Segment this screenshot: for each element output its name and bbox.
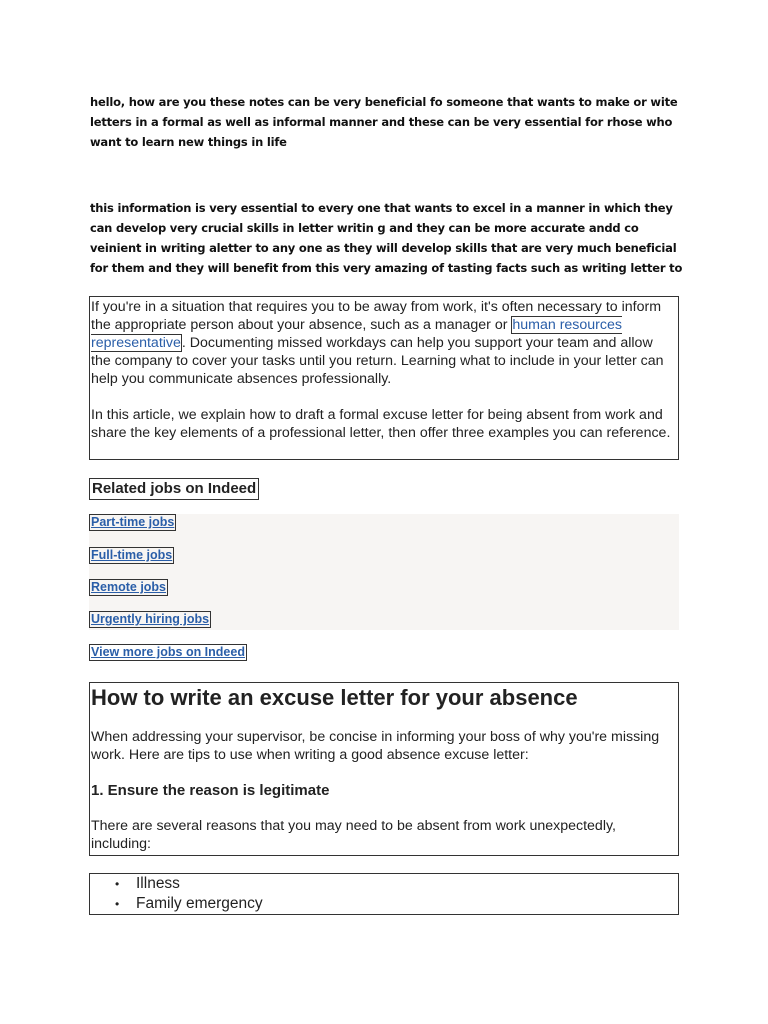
intro-paragraph-2: In this article, we explain how to draft a formal excuse letter for being absent from work and share the key elements of a professional letter, then offer three examples you can reference.: [91, 407, 671, 441]
urgently-hiring-jobs-link[interactable]: Urgently hiring jobs: [91, 612, 210, 626]
bullet-icon: •: [115, 897, 120, 911]
intro-section: [89, 296, 679, 460]
intro-text-before-link: If you're in a situation that requires you to be away from work, it's often necessary to inform the appropriate person about your absence, such as a manager or: [91, 299, 662, 333]
list-item-label: Illness: [136, 875, 180, 892]
view-more-jobs-link[interactable]: View more jobs on Indeed: [91, 645, 245, 659]
list-item-label: Family emergency: [136, 895, 263, 912]
intro-paragraph-1: [91, 298, 676, 388]
article-title: How to write an excuse letter for your absence: [91, 685, 578, 710]
full-time-jobs-link[interactable]: Full-time jobs: [91, 548, 173, 562]
step-1-text: There are several reasons that you may need to be absent from work unexpectedly, including:: [91, 818, 616, 852]
reasons-list: [90, 874, 678, 914]
list-item: [90, 874, 678, 894]
notes-paragraph-1: hello, how are you these notes can be very beneficial fo someone that wants to make or wite letters in a formal as well as informal manner and these can be very essential for rhose who want to learn new things in life: [90, 95, 678, 149]
remote-jobs-link[interactable]: Remote jobs: [91, 580, 167, 594]
intro-text-after-link: . Documenting missed workdays can help you support your team and allow the company to cover your tasks until you return. Learning what to include in your letter can help you communicate absences professionally.: [91, 335, 664, 387]
part-time-jobs-link[interactable]: Part-time jobs: [91, 515, 175, 529]
hr-representative-link[interactable]: human resources representative: [91, 317, 622, 351]
notes-paragraph-2: this information is very essential to every one that wants to excel in a manner in which they can develop very crucial skills in letter writin g and they can be more accurate andd co veinient in writing aletter to any one as they will develop skills that are very much beneficial for them and they will benefit from this very amazing of tasting facts such as writing letter to: [90, 201, 683, 275]
reasons-list-box: [89, 873, 679, 915]
article-intro: When addressing your supervisor, be concise in informing your boss of why you're missing work. Here are tips to use when writing a good absence excuse letter:: [91, 729, 660, 763]
related-jobs-heading: Related jobs on Indeed: [89, 478, 259, 500]
bullet-icon: •: [115, 877, 120, 891]
step-1-heading: 1. Ensure the reason is legitimate: [91, 782, 330, 799]
list-item: [90, 894, 678, 914]
article-section: [89, 682, 679, 856]
